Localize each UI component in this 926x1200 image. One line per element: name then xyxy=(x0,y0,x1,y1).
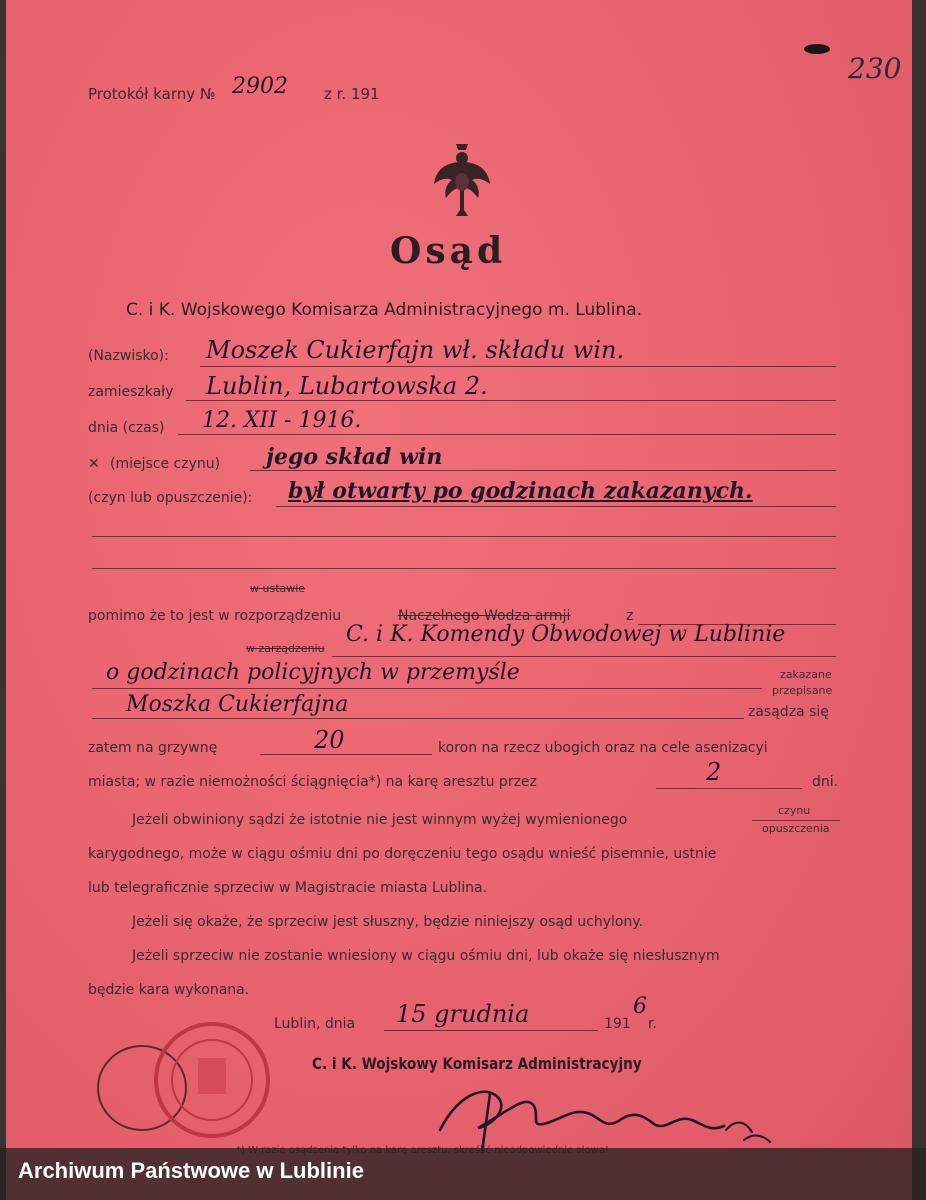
date-rule xyxy=(178,434,836,435)
place-date-label: Lublin, dnia xyxy=(274,1016,356,1032)
surname-label: (Nazwisko): xyxy=(88,348,169,364)
sentences-text: zasądza się xyxy=(748,704,829,720)
document-title: Osąd xyxy=(390,230,507,272)
act-omission-rule xyxy=(752,820,840,821)
place-label: (miejsce czynu) xyxy=(110,456,221,472)
place-rule xyxy=(250,470,836,471)
residence-rule xyxy=(186,400,836,401)
order-value: C. i K. Komendy Obwodowej w Lublinie xyxy=(346,622,786,647)
despite-text: pomimo że to jest w rozporządzeniu xyxy=(88,608,342,624)
convict-value: Moszka Cukierfajna xyxy=(126,692,349,717)
residence-label: zamieszkały xyxy=(88,384,174,400)
year-prefix: 191 xyxy=(604,1016,631,1032)
para1-start: Jeżeli obwiniony sądzi że istotnie nie jest winnym wyżej wymienionego xyxy=(132,812,628,828)
surname-rule xyxy=(200,366,836,367)
protocol-number: 2902 xyxy=(232,74,288,99)
protocol-label: Protokół karny № xyxy=(88,85,216,103)
year-r: r. xyxy=(648,1016,657,1032)
commander-text: Naczelnego Wodza armji xyxy=(398,608,571,624)
para1-line2: karygodnego, może w ciągu ośmiu dni po doręczeniu tego osądu wnieść pisemnie, ustnie xyxy=(88,846,717,862)
date-value: 12. XII - 1916. xyxy=(202,408,362,433)
act-value: był otwarty po godzinach zakazanych. xyxy=(288,478,753,504)
para2: Jeżeli się okaże, że sprzeciw jest słuszny, będzie niniejszy osąd uchylony. xyxy=(132,914,644,930)
omission-word: opuszczenia xyxy=(762,822,830,835)
para3-line1: Jeżeli sprzeciw nie zostanie wniesiony w ciągu ośmiu dni, lub okaże się niesłusznym xyxy=(132,948,720,964)
act-rule xyxy=(276,506,836,507)
place-value: jego skład win xyxy=(266,444,443,470)
document-subtitle: C. i K. Wojskowego Komisarza Administracyjnego m. Lublina. xyxy=(126,300,643,320)
arrest-label: miasta; w razie niemożności ściągnięcia*) na karę aresztu przez xyxy=(88,774,537,790)
blank-rule-1 xyxy=(92,536,836,537)
round-stamp-icon xyxy=(94,1012,274,1152)
protocol-year: z r. 191 xyxy=(324,85,380,103)
order-rule xyxy=(332,656,836,657)
year-suffix: 6 xyxy=(633,994,647,1019)
date-label: dnia (czas) xyxy=(88,420,165,436)
arrest-value: 2 xyxy=(706,758,722,786)
residence-value: Lublin, Lubartowska 2. xyxy=(206,372,488,400)
archive-number: 230 xyxy=(848,52,902,85)
fine-rest: koron na rzecz ubogich oraz na cele asenizacyi xyxy=(438,740,768,756)
para3-line2: będzie kara wykonana. xyxy=(88,982,250,998)
in-order: w zarządzeniu xyxy=(246,642,325,655)
arrest-rule xyxy=(656,788,802,789)
act-word: czynu xyxy=(778,804,811,817)
signatory-title: C. i K. Wojskowy Komisarz Administracyjny xyxy=(312,1054,642,1073)
convict-rule xyxy=(92,718,744,719)
ink-blot xyxy=(804,44,830,54)
fine-value: 20 xyxy=(314,726,345,754)
in-statute: w ustawie xyxy=(250,582,306,595)
archive-name: Archiwum Państwowe w Lublinie xyxy=(18,1158,364,1183)
prescribed-word: przepisane xyxy=(772,684,833,697)
act-label: (czyn lub opuszczenie): xyxy=(88,490,253,506)
hours-value: o godzinach policyjnych w przemyśle xyxy=(106,660,520,685)
closing-date-value: 15 grudnia xyxy=(396,1000,530,1028)
closing-date-rule xyxy=(384,1030,598,1031)
eagle-emblem-icon xyxy=(430,140,494,220)
blank-rule-2 xyxy=(92,568,836,569)
para1-line3: lub telegraficznie sprzeciw w Magistracie miasta Lublina. xyxy=(88,880,488,896)
document-sheet xyxy=(6,0,912,1200)
fine-rule xyxy=(260,754,432,755)
surname-value: Moszek Cukierfajn wł. składu win. xyxy=(206,336,625,364)
struck-mark: ✕ xyxy=(88,456,100,472)
hours-rule xyxy=(92,688,762,689)
commander-z: z xyxy=(626,608,634,624)
fine-label: zatem na grzywnę xyxy=(88,740,218,756)
days-word: dni. xyxy=(812,774,839,790)
forbidden-word: zakazane xyxy=(780,668,832,681)
